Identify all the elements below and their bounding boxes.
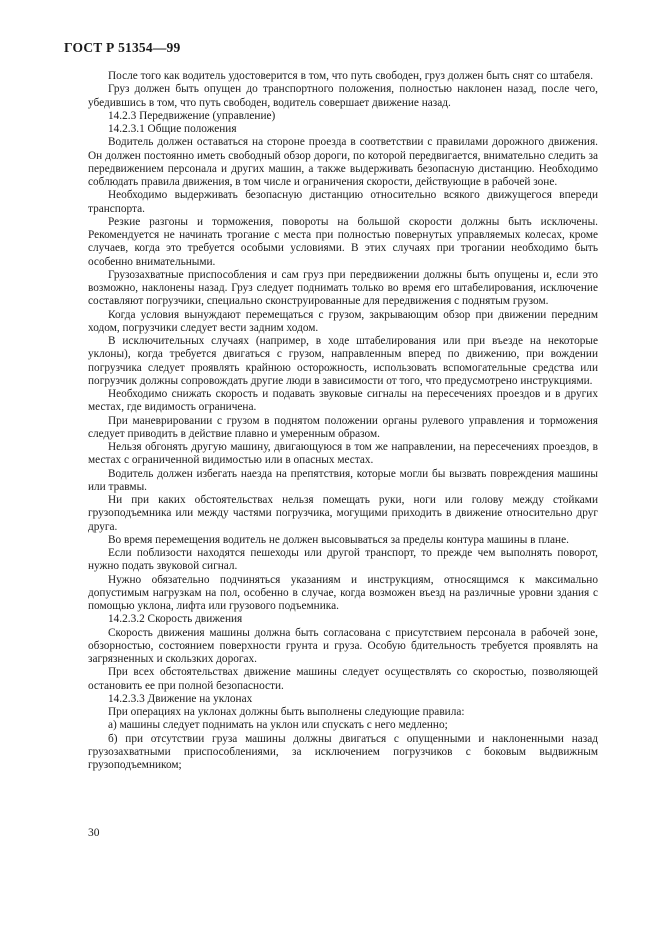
paragraph: Груз должен быть опущен до транспортного положения, полностью наклонен назад, после чего, убедившись в том, что путь свободен, водитель совершает движение назад. [88,83,598,109]
paragraph: Грузозахватные приспособления и сам груз при передвижении должны быть опущены и, если это возможно, наклонены назад. Груз следует поднимать только во время его штабелирования, исключение составляют погрузчики, специально сконструированные для передвижения с поднятым грузом. [88,268,598,308]
section-heading: 14.2.3 Передвижение (управление) [108,109,276,122]
paragraph: Нужно обязательно подчиняться указаниям и инструкциям, относящимся к максимально допустимым нагрузкам на пол, особенно в случае, когда возможен въезд на различные уровни здания с помощью уклона, лифта или грузового подъемника. [88,573,598,612]
paragraph: Необходимо снижать скорость и подавать звуковые сигналы на пересечениях проездов и в других местах, где видимость ограничена. [88,388,598,414]
paragraph: Во время перемещения водитель не должен высовываться за пределы контура машины в плане. [108,533,569,546]
subsection-heading: 14.2.3.2 Скорость движения [108,613,243,626]
paragraph: Если поблизости находятся пешеходы или другой транспорт, то прежде чем выполнять поворот, нужно подать звуковой сигнал. [88,547,598,573]
body-text [88,70,598,772]
paragraph: Когда условия вынуждают перемещаться с грузом, закрывающим обзор при движении передним ходом, погрузчики следует вести задним ходом. [88,308,598,334]
paragraph: Необходимо выдерживать безопасную дистанцию относительно всякого движущегося впереди транспорта. [88,189,598,215]
page-number: 30 [88,827,100,839]
paragraph: При операциях на уклонах должны быть выполнены следующие правила: [108,706,465,718]
subsection-heading: 14.2.3.3 Движение на уклонах [108,692,253,705]
list-item: б) при отсутствии груза машины должны двигаться с опущенными и наклоненными назад грузозахватными приспособлениями, за исключением погрузчиков с боковым выдвижным грузоподъемником; [88,732,598,771]
subsection-heading: 14.2.3.1 Общие положения [108,123,237,135]
paragraph: Водитель должен избегать наезда на препятствия, которые могли бы вызвать повреждения машины или травмы. [88,467,598,493]
paragraph: Резкие разгоны и торможения, повороты на большой скорости должны быть исключены. Рекомендуется не начинать трогание с места при полностью повернутых управляемых колесах, кроме случаев, когда это требуется особыми условиями. В этих случаях при трогании необходимо быть особенно внимательными. [88,215,598,268]
document-code-header: ГОСТ Р 51354—99 [64,40,181,55]
paragraph: Скорость движения машины должна быть согласована с присутствием персонала в рабочей зоне, обзорностью, состоянием поверхности грунта и груза. Особую бдительность требуется проявлять на загрязненных и скользких дорогах. [88,626,598,665]
paragraph: Ни при каких обстоятельствах нельзя помещать руки, ноги или голову между стойками грузоподъемника или между частями погрузчика, могущими приходить в движение относительно друг друга. [88,494,598,533]
paragraph: После того как водитель удостоверится в том, что путь свободен, груз должен быть снят со штабеля. [108,70,594,82]
paragraph: Нельзя обгонять другую машину, двигающуюся в том же направлении, на пересечениях проездов, в местах с ограниченной видимостью или в опасных местах. [88,441,598,467]
paragraph: При всех обстоятельствах движение машины следует осуществлять со скоростью, позволяющей остановить ее при полной безопасности. [88,666,598,692]
paragraph: При маневрировании с грузом в поднятом положении органы рулевого управления и торможения следует приводить в действие плавно и умеренным образом. [88,414,598,440]
list-item: а) машины следует поднимать на уклон или спускать с него медленно; [108,719,448,732]
paragraph: В исключительных случаях (например, в ходе штабелирования или при въезде на некоторые уклоны), когда требуется двигаться с грузом, направленным вперед по движению, при вождении погрузчика следует проявлять крайнюю осторожность, использовать вспомогательные средства или погрузчик должны сопровождать другие люди в зависимости от того, что предусмотрено инструкциями. [88,335,598,387]
paragraph: Водитель должен оставаться на стороне проезда в соответствии с правилами дорожного движения. Он должен постоянно иметь свободный обзор дороги, по которой передвигается, внимательно следить за передвижением персонала и других машин, а также выдерживать безопасную дистанцию. Необходимо соблюдать правила движения, в том числе и ограничения скорости, действующие в рабочей зоне. [88,136,598,188]
